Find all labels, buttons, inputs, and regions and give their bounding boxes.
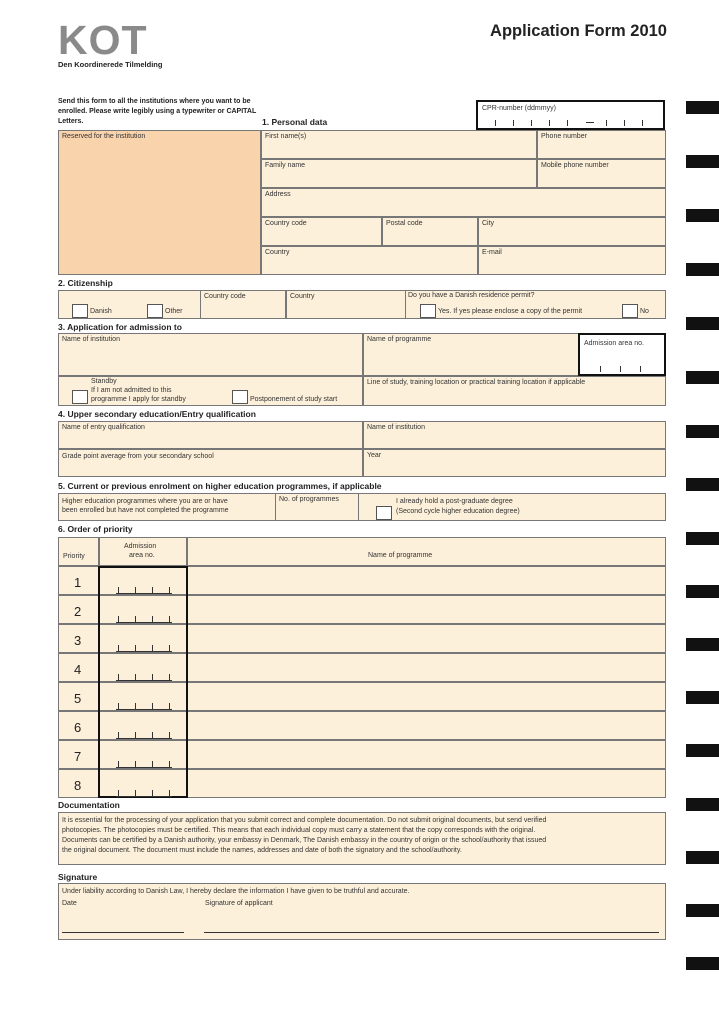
email-label: E-mail (482, 249, 502, 256)
upper-institution-field[interactable] (363, 421, 666, 449)
standby-checkbox[interactable] (72, 390, 88, 404)
edge-tab (686, 532, 719, 545)
edge-tab (686, 798, 719, 811)
entry-qual-field[interactable] (58, 421, 363, 449)
area-column-outline (98, 566, 188, 798)
standby-title: Standby (91, 378, 117, 385)
edge-tab (686, 155, 719, 168)
programme-name-field[interactable] (187, 711, 666, 740)
reserved-label: Reserved for the institution (62, 133, 146, 140)
other-label: Other (165, 308, 183, 315)
intro-text: Send this form to all the institutions where you want to be enrolled. Please write legibly using a typewriter or CAPITAL Letters. (58, 98, 257, 126)
programmes-text-1: Higher education programmes where you are or have (62, 498, 228, 505)
edge-tab (686, 957, 719, 970)
no-of-programmes-field[interactable] (275, 493, 359, 521)
programme-name-field[interactable] (187, 653, 666, 682)
programme-header-cell (187, 537, 666, 566)
tagline: Den Koordinerede Tilmelding (58, 60, 163, 69)
postponement-label: Postponement of study start (250, 396, 338, 403)
country-code-label: Country code (265, 220, 307, 227)
first-name-field[interactable] (261, 130, 537, 159)
programme-col-label: Name of programme (368, 552, 433, 559)
edge-tab (686, 691, 719, 704)
admission-programme-label: Name of programme (367, 336, 432, 343)
no-of-programmes-label: No. of programmes (279, 496, 339, 503)
signature-heading: Signature (58, 872, 98, 882)
phone-label: Phone number (541, 133, 587, 140)
section-4-heading: 4. Upper secondary education/Entry qualification (58, 409, 256, 419)
edge-tab (686, 744, 719, 757)
area-col-label-1: Admission (124, 543, 157, 550)
section-1-heading: 1. Personal data (262, 117, 328, 127)
admission-institution-label: Name of institution (62, 336, 120, 343)
city-label: City (482, 220, 495, 227)
citizenship-country-label: Country (290, 293, 315, 300)
country-code-field[interactable] (261, 217, 382, 246)
cpr-field[interactable] (476, 100, 665, 130)
form-title: Application Form 2010 (490, 22, 667, 40)
section-3-heading: 3. Application for admission to (58, 322, 182, 332)
city-field[interactable] (478, 217, 666, 246)
edge-tab (686, 317, 719, 330)
entry-qual-label: Name of entry qualification (62, 424, 145, 431)
residence-no-checkbox[interactable] (622, 304, 638, 318)
year-label: Year (367, 452, 382, 459)
programme-name-field[interactable] (187, 624, 666, 653)
edge-tab (686, 638, 719, 651)
mobile-label: Mobile phone number (541, 162, 609, 169)
admission-area-field[interactable] (578, 333, 666, 376)
postal-code-label: Postal code (386, 220, 423, 227)
programme-name-field[interactable] (187, 595, 666, 624)
documentation-line-1: It is essential for the processing of your application that you submit correct and complete documentation. Do not submit original documents, but send verified (62, 817, 547, 824)
admission-institution-field[interactable] (58, 333, 363, 376)
edge-tab (686, 425, 719, 438)
signature-line[interactable] (204, 932, 659, 933)
citizenship-country-code-label: Country code (204, 293, 246, 300)
programme-name-field[interactable] (187, 740, 666, 769)
priority-col-label: Priority (63, 553, 85, 560)
area-baseline (116, 593, 172, 594)
priority-number: 5 (74, 691, 82, 706)
standby-text-1: If I am not admitted to this (91, 387, 172, 394)
family-name-label: Family name (265, 162, 306, 169)
documentation-line-4: the original document. The document must include the names, addresses and date of both the signatory and the school/authority. (62, 847, 462, 854)
priority-number: 1 (74, 575, 82, 590)
area-baseline (116, 709, 172, 710)
line-of-study-label: Line of study, training location or practical training location if applicable (367, 379, 586, 386)
area-header-cell (99, 537, 187, 566)
priority-number: 8 (74, 778, 82, 793)
section-5-heading: 5. Current or previous enrolment on higher education programmes, if applicable (58, 481, 382, 491)
programme-name-field[interactable] (187, 566, 666, 595)
danish-label: Danish (90, 308, 112, 315)
edge-tab (686, 371, 719, 384)
documentation-box (58, 812, 666, 865)
programmes-text-2: been enrolled but have not completed the programme (62, 507, 229, 514)
section-2-heading: 2. Citizenship (58, 278, 113, 288)
documentation-line-2: photocopies. The photocopies must be certified. This means that each individual copy must carry a statement that the copy corresponds with the original. (62, 827, 536, 834)
country-label: Country (265, 249, 290, 256)
date-line[interactable] (62, 932, 184, 933)
admission-area-label: Admission area no. (584, 340, 644, 347)
postgrad-checkbox[interactable] (376, 506, 392, 520)
priority-number: 3 (74, 633, 82, 648)
address-field[interactable] (261, 188, 666, 217)
priority-number: 2 (74, 604, 82, 619)
residence-question: Do you have a Danish residence permit? (408, 292, 535, 299)
area-baseline (116, 767, 172, 768)
area-baseline (116, 622, 172, 623)
family-name-field[interactable] (261, 159, 537, 188)
line-of-study-field[interactable] (363, 376, 666, 406)
edge-tab (686, 478, 719, 491)
edge-tab (686, 209, 719, 222)
citizenship-country-field[interactable] (286, 290, 406, 319)
documentation-heading: Documentation (58, 800, 120, 810)
mobile-field[interactable] (537, 159, 666, 188)
programme-name-field[interactable] (187, 769, 666, 798)
reserved-box (58, 130, 261, 275)
residence-no-label: No (640, 308, 649, 315)
country-field[interactable] (261, 246, 478, 275)
kot-logo: KOT (58, 17, 148, 63)
postgrad-text-2: (Second cycle higher education degree) (396, 508, 520, 515)
residence-yes-checkbox[interactable] (420, 304, 436, 318)
postponement-checkbox[interactable] (232, 390, 248, 404)
priority-number: 7 (74, 749, 82, 764)
year-field[interactable] (363, 449, 666, 477)
date-label: Date (62, 900, 77, 907)
standby-text-2: programme I apply for standby (91, 396, 186, 403)
postgrad-text-1: I already hold a post-graduate degree (396, 498, 513, 505)
priority-number: 6 (74, 720, 82, 735)
cpr-label: CPR-number (ddmmyy) (482, 105, 556, 112)
applicant-signature-label: Signature of applicant (205, 900, 273, 907)
first-name-label: First name(s) (265, 133, 307, 140)
area-baseline (116, 796, 172, 797)
edge-tab (686, 263, 719, 276)
area-baseline (116, 680, 172, 681)
upper-institution-label: Name of institution (367, 424, 425, 431)
citizenship-country-code-field[interactable] (200, 290, 286, 319)
residence-yes-label: Yes. If yes please enclose a copy of the permit (438, 308, 583, 315)
danish-checkbox[interactable] (72, 304, 88, 318)
edge-tab (686, 585, 719, 598)
postal-code-field[interactable] (382, 217, 478, 246)
priority-header-cell (58, 537, 99, 566)
area-col-label-2: area no. (129, 552, 155, 559)
address-label: Address (265, 191, 291, 198)
other-checkbox[interactable] (147, 304, 163, 318)
edge-tab (686, 904, 719, 917)
area-baseline (116, 651, 172, 652)
documentation-line-3: Documents can be certified by a Danish authority, your embassy in Denmark, The Danish embassy in the country of origin or the school/authority that issued (62, 837, 547, 844)
phone-field[interactable] (537, 130, 666, 159)
declaration-text: Under liability according to Danish Law, I hereby declare the information I have given to be truthful and accurate. (62, 888, 410, 895)
edge-tab (686, 101, 719, 114)
area-baseline (116, 738, 172, 739)
gpa-label: Grade point average from your secondary school (62, 453, 214, 460)
email-field[interactable] (478, 246, 666, 275)
edge-tab (686, 851, 719, 864)
programme-name-field[interactable] (187, 682, 666, 711)
section-6-heading: 6. Order of priority (58, 524, 133, 534)
gpa-field[interactable] (58, 449, 363, 477)
priority-number: 4 (74, 662, 82, 677)
